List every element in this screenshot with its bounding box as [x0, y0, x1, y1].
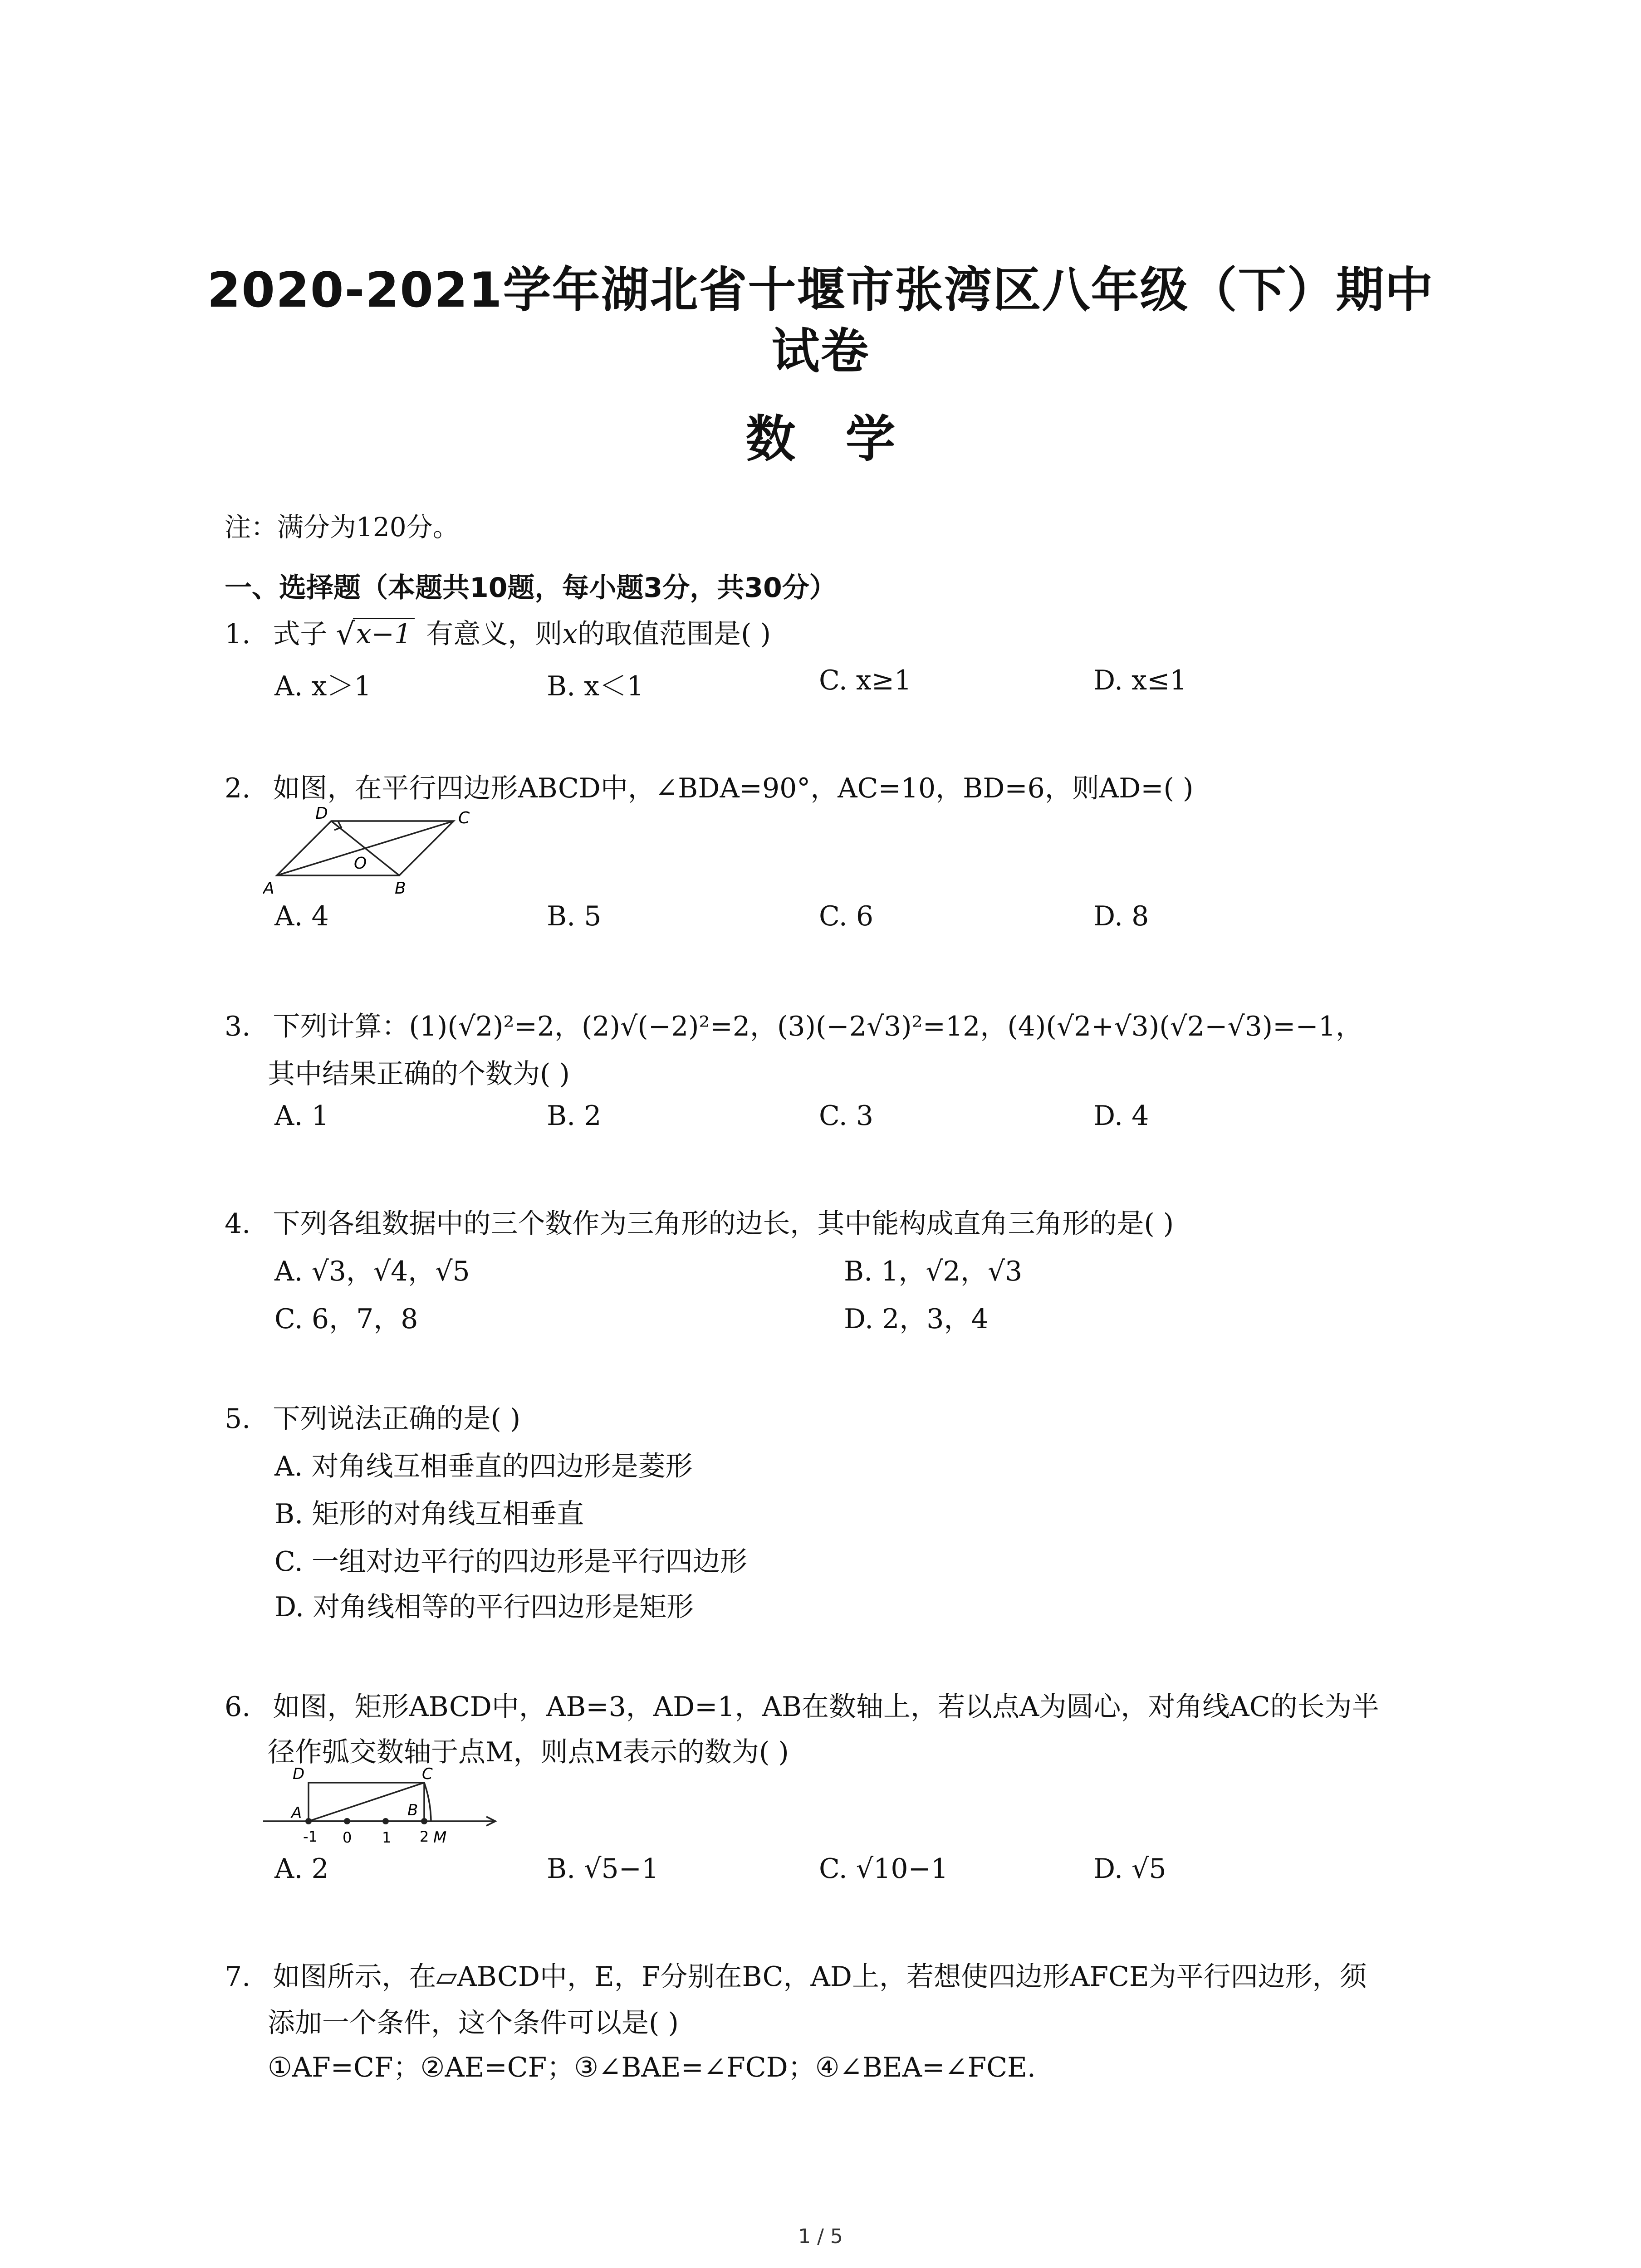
q3-text-line2: 其中结果正确的个数为( ): [268, 1058, 570, 1090]
q5-option-a: A. 对角线互相垂直的四边形是菱形: [274, 1451, 693, 1482]
q6-option-d: D. √5: [1093, 1853, 1166, 1885]
q1-stem-a: 式子: [273, 618, 328, 650]
q1-var: x: [562, 618, 578, 650]
page-number: 1 / 5: [798, 2225, 843, 2248]
question-4: [225, 1202, 1174, 1241]
q6-label-d: D: [293, 1765, 305, 1783]
q2-number: 2.: [225, 772, 251, 804]
q2-label-o: O: [354, 854, 367, 873]
q2-option-d: D. 8: [1093, 900, 1149, 932]
q7-text-line2: 添加一个条件，这个条件可以是( ): [268, 2007, 679, 2039]
q3-option-d: D. 4: [1093, 1100, 1149, 1132]
q1-option-d: D. x≤1: [1093, 665, 1187, 696]
question-6: [225, 1685, 1379, 1724]
q4-option-d: D. 2，3，4: [844, 1303, 989, 1335]
subject-title: 数学: [745, 410, 945, 468]
question-1: [225, 612, 771, 651]
q2-option-b: B. 5: [547, 900, 602, 932]
q1-option-c: C. x≥1: [819, 665, 912, 696]
question-3: [225, 1005, 1363, 1044]
q6-tick-0: 0: [343, 1829, 352, 1846]
q6-text-line2: 径作弧交数轴于点M，则点M表示的数为( ): [268, 1736, 789, 1768]
q4-option-c: C. 6，7，8: [274, 1303, 418, 1335]
q2-option-a: A. 4: [274, 900, 329, 932]
q3-option-b: B. 2: [547, 1100, 602, 1132]
q1-number: 1.: [225, 618, 251, 650]
q1-option-a: A. x＞1: [274, 670, 372, 702]
q6-number: 6.: [225, 1691, 251, 1723]
q6-label-a: A: [291, 1804, 302, 1822]
q5-option-b: B. 矩形的对角线互相垂直: [274, 1498, 584, 1530]
q1-stem-b: 有意义，则: [426, 618, 563, 650]
q7-number: 7.: [225, 1961, 251, 1993]
section-title: 一、选择题（本题共10题，每小题3分，共30分）: [225, 572, 837, 604]
q6-label-b: B: [407, 1801, 418, 1819]
q2-label-b: B: [395, 879, 406, 898]
q2-label-c: C: [458, 809, 470, 827]
q6-label-m: M: [433, 1828, 447, 1847]
q3-text-line1: 下列计算：(1)(√2)²=2，(2)√(−2)²=2，(3)(−2√3)²=12，(4)(√2+√3)(√2−√3)=−1，: [273, 1011, 1363, 1042]
q1-option-b: B. x＜1: [547, 670, 644, 702]
q7-text-line1: 如图所示，在▱ABCD中，E，F分别在BC，AD上，若想使四边形AFCE为平行四边形，须: [273, 1961, 1367, 1993]
q6-option-c: C. √10−1: [819, 1853, 948, 1885]
q5-option-c: C. 一组对边平行的四边形是平行四边形: [274, 1546, 747, 1578]
q5-text: 下列说法正确的是( ): [273, 1403, 521, 1435]
q6-option-a: A. 2: [274, 1853, 329, 1885]
number-line-figure: [263, 1765, 508, 1851]
q3-option-a: A. 1: [274, 1100, 329, 1132]
q6-tick-2: 2: [420, 1828, 429, 1845]
q6-tick-1: 1: [382, 1829, 392, 1846]
q4-option-b: B. 1，√2，√3: [844, 1256, 1023, 1287]
q6-text-line1: 如图，矩形ABCD中，AB=3，AD=1，AB在数轴上，若以点A为圆心，对角线AC的长为半: [273, 1691, 1379, 1723]
q2-label-a: A: [263, 879, 274, 898]
q6-tick-neg1: -1: [303, 1828, 318, 1845]
q7-text-line3: ①AF=CF；②AE=CF；③∠BAE=∠FCD；④∠BEA=∠FCE.: [268, 2052, 1036, 2083]
q1-radicand: x−1: [356, 618, 412, 650]
question-7: [225, 1955, 1367, 1994]
page-title-line1: 2020-2021学年湖北省十堰市张湾区八年级（下）期中: [207, 262, 1434, 318]
q2-option-c: C. 6: [819, 900, 874, 932]
q1-stem-c: 的取值范围是( ): [578, 618, 771, 650]
q6-label-c: C: [422, 1765, 433, 1783]
parallelogram-figure: [263, 803, 476, 898]
score-note: 注：满分为120分。: [225, 512, 459, 543]
question-2: [225, 767, 1193, 806]
q2-label-d: D: [315, 804, 328, 823]
q5-option-d: D. 对角线相等的平行四边形是矩形: [274, 1591, 694, 1623]
q4-text: 下列各组数据中的三个数作为三角形的边长，其中能构成直角三角形的是( ): [273, 1208, 1174, 1240]
q4-number: 4.: [225, 1208, 251, 1240]
q4-option-a: A. √3，√4，√5: [274, 1256, 470, 1287]
q1-sqrt: [336, 618, 415, 650]
q2-text: 如图，在平行四边形ABCD中，∠BDA=90°，AC=10，BD=6，则AD=( ): [273, 772, 1194, 804]
q6-option-b: B. √5−1: [547, 1853, 659, 1885]
q3-number: 3.: [225, 1011, 251, 1042]
q5-number: 5.: [225, 1403, 251, 1435]
question-5: [225, 1397, 520, 1436]
page-title-line2: 试卷: [771, 323, 870, 379]
q3-option-c: C. 3: [819, 1100, 874, 1132]
